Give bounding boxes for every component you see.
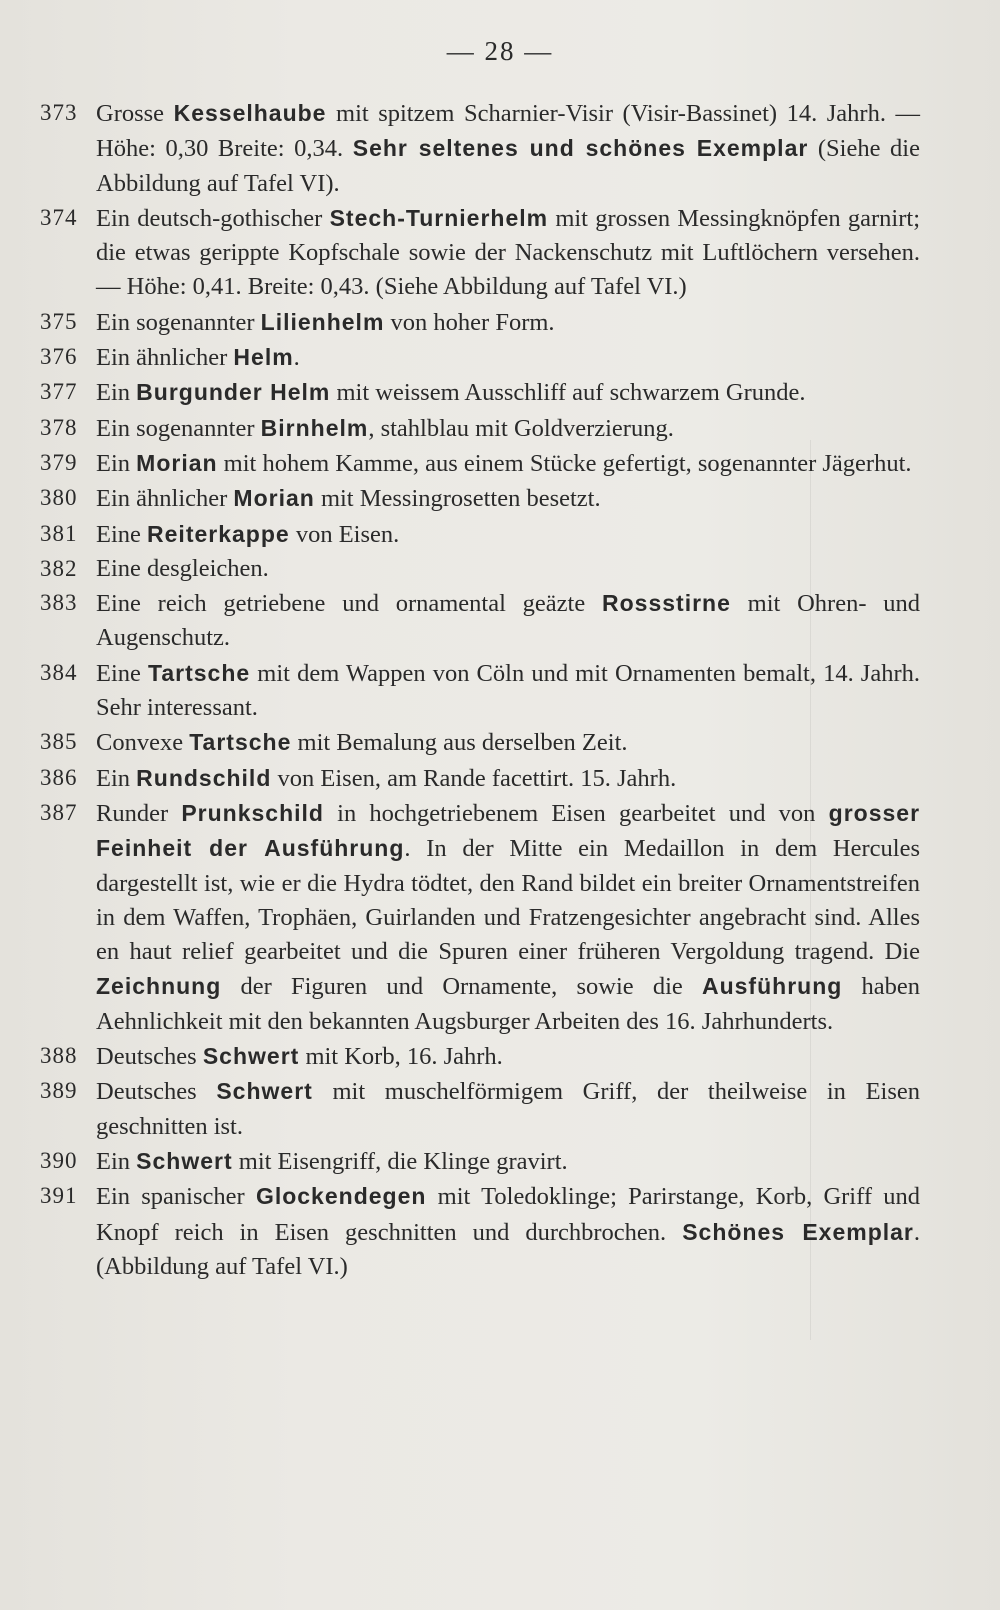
entry-description — [96, 552, 920, 586]
highlighted-term: Morian — [233, 485, 315, 512]
entry-number: 379 — [40, 449, 78, 475]
entry-text: (Siehe die Abbildung auf Tafel VI). — [96, 135, 920, 197]
entry-number: 376 — [40, 344, 78, 370]
catalog-entry — [40, 1179, 920, 1284]
entry-text: mit Bemalung aus derselben Zeit. — [291, 729, 628, 757]
entry-text: Ein sogenannter — [96, 414, 261, 442]
entry-description — [96, 656, 920, 726]
entry-text: mit Korb, 16. Jahrh. — [299, 1043, 503, 1071]
highlighted-term: Sehr seltenes und schönes Exemplar — [352, 135, 809, 162]
catalog-entry — [40, 481, 920, 516]
entry-number: 375 — [40, 308, 78, 334]
catalog-entry — [40, 517, 920, 552]
entry-description — [96, 375, 920, 410]
highlighted-term: Schönes Exemplar — [682, 1218, 914, 1245]
entry-text: in hochgetriebenem Eisen gearbeitet und von — [323, 799, 829, 827]
catalog-entry — [40, 375, 920, 410]
entry-text: von Eisen. — [289, 520, 400, 548]
entry-description — [96, 305, 920, 340]
entry-number: 380 — [40, 485, 78, 511]
entry-text: mit Toledoklinge; Parirstange, Korb, Griff und Knopf reich in Eisen geschnitten und durchbrochen. — [96, 1183, 920, 1246]
catalog-entry — [40, 411, 920, 446]
highlighted-term: Burgunder Helm — [136, 379, 331, 406]
entry-number: 385 — [40, 729, 78, 755]
highlighted-term: Schwert — [202, 1043, 300, 1070]
entry-description — [96, 96, 920, 201]
catalog-entry — [40, 96, 920, 201]
entry-number: 378 — [40, 414, 78, 440]
entry-text: Convexe — [96, 729, 190, 757]
highlighted-term: Stech-Turnierhelm — [329, 204, 549, 231]
highlighted-term: Schwert — [216, 1078, 313, 1105]
entry-text: Deutsches — [96, 1078, 217, 1106]
entry-number: 389 — [40, 1078, 78, 1104]
catalog-entry — [40, 446, 920, 481]
catalog-entry — [40, 796, 920, 1039]
highlighted-term: Helm — [233, 344, 294, 371]
entry-description — [96, 1144, 920, 1179]
entry-description — [96, 201, 920, 305]
catalog-entry — [40, 1144, 920, 1179]
entry-text: mit muschelförmigem Griff, der theilweise in Eisen geschnitten ist. — [96, 1078, 920, 1140]
entry-text: mit weissem Ausschliff auf schwarzem Grunde. — [330, 379, 806, 407]
highlighted-term: Schwert — [136, 1147, 233, 1174]
entry-text: mit spitzem Scharnier-Visir (Visir-Bassinet) 14. Jahrh. — Höhe: 0,30 Breite: 0,34. — [96, 100, 920, 163]
entry-text: mit grossen Messingknöpfen garnirt; die etwas gerippte Kopfschale sowie der Nackenschutz mit Luftlöchern versehen. — Höhe: 0,41. Breite: 0,43. (Siehe Abbildung auf Tafel VI.) — [96, 204, 921, 301]
entry-number: 373 — [40, 100, 78, 125]
entry-number: 374 — [40, 204, 78, 230]
highlighted-term: Rossstirne — [602, 590, 731, 617]
catalog-entry-list — [40, 96, 920, 1284]
catalog-entry — [40, 725, 920, 760]
entry-description — [96, 586, 920, 656]
highlighted-term: Prunkschild — [181, 799, 324, 826]
entry-number: 382 — [40, 555, 78, 581]
entry-description — [96, 761, 920, 796]
catalog-entry — [40, 761, 920, 796]
entry-text: mit Messingrosetten besetzt. — [314, 485, 601, 513]
entry-text: Ein ähnlicher — [96, 485, 234, 513]
entry-number: 390 — [40, 1147, 78, 1173]
entry-text: , stahlblau mit Goldverzierung. — [368, 414, 674, 442]
entry-text: . — [293, 344, 300, 372]
entry-text: Ein sogenannter — [96, 308, 261, 336]
highlighted-term: grosser Feinheit der Ausführung — [96, 799, 921, 862]
entry-text: Ein ähnlicher — [96, 344, 234, 372]
entry-text: Eine — [96, 659, 149, 687]
entry-text: Eine reich getriebene und ornamental geäzte — [96, 590, 603, 618]
entry-text: Runder — [96, 799, 182, 827]
highlighted-term: Birnhelm — [260, 414, 369, 441]
catalog-entry — [40, 305, 920, 340]
highlighted-term: Rundschild — [136, 764, 272, 791]
catalog-entry — [40, 552, 920, 586]
highlighted-term: Tartsche — [189, 729, 292, 756]
entry-description — [96, 1074, 920, 1144]
entry-text: mit dem Wappen von Cöln und mit Ornamenten bemalt, 14. Jahrh. Sehr interessant. — [96, 659, 920, 722]
entry-number: 384 — [40, 659, 78, 685]
entry-text: Eine — [96, 520, 148, 548]
entry-description — [96, 796, 920, 1039]
highlighted-term: Glockendegen — [255, 1183, 427, 1210]
entry-text: Eine desgleichen. — [96, 554, 269, 582]
entry-text: Deutsches — [96, 1043, 203, 1071]
catalog-entry — [40, 586, 920, 656]
entry-description — [96, 446, 920, 481]
entry-text: Ein spanischer — [96, 1183, 256, 1211]
entry-text: . (Abbildung auf Tafel VI.) — [96, 1218, 920, 1280]
entry-text: Ein — [96, 379, 137, 407]
entry-text: Ein — [96, 449, 137, 477]
page-number: — 28 — — [446, 36, 554, 66]
entry-text: . In der Mitte ein Medaillon in dem Hercules dargestellt ist, wie er die Hydra tödtet, den Rand bildet ein breiter Ornamentstreifen in dem Waffen, Trophäen, Guirlanden und Fratzengesichter angebracht sind. Alles en haut relief gearbeitet und die Spuren einer früheren Vergoldung tragend. Die — [96, 835, 920, 966]
entry-text: mit hohem Kamme, aus einem Stücke gefertigt, sogenannter Jägerhut. — [217, 449, 912, 477]
entry-number: 391 — [40, 1183, 78, 1209]
entry-number: 383 — [40, 590, 78, 616]
catalog-entry — [40, 201, 920, 305]
highlighted-term: Reiterkappe — [147, 520, 290, 547]
highlighted-term: Tartsche — [148, 659, 251, 686]
entry-description — [96, 1039, 920, 1074]
entry-text: Ein — [96, 764, 137, 792]
entry-number: 386 — [40, 764, 78, 790]
catalog-entry — [40, 340, 920, 375]
entry-text: Grosse — [96, 100, 174, 127]
entry-description — [96, 725, 920, 760]
entry-text: Ein deutsch-gothischer — [96, 204, 330, 232]
catalog-entry — [40, 656, 920, 726]
entry-text: von Eisen, am Rande facettirt. 15. Jahrh. — [271, 764, 677, 792]
entry-text: von hoher Form. — [384, 308, 555, 336]
entry-description — [96, 517, 920, 552]
entry-description — [96, 411, 920, 446]
entry-description — [96, 481, 920, 516]
entry-text: der Figuren und Ornamente, sowie die — [221, 973, 702, 1001]
entry-text: haben Aehnlichkeit mit den bekannten Augsburger Arbeiten des 16. Jahrhunderts. — [96, 973, 920, 1035]
entry-number: 388 — [40, 1043, 78, 1069]
highlighted-term: Ausführung — [701, 973, 843, 1000]
highlighted-term: Lilienhelm — [260, 308, 385, 335]
entry-description — [96, 340, 920, 375]
highlighted-term: Kesselhaube — [173, 100, 327, 126]
catalog-entry — [40, 1039, 920, 1074]
entry-number: 387 — [40, 799, 78, 825]
highlighted-term: Zeichnung — [96, 973, 222, 1000]
entry-number: 381 — [40, 520, 78, 546]
entry-text: Ein — [96, 1147, 137, 1175]
entry-number: 377 — [40, 379, 78, 405]
highlighted-term: Morian — [136, 449, 218, 476]
entry-text: mit Eisengriff, die Klinge gravirt. — [232, 1147, 568, 1175]
entry-text: mit Ohren- und Augenschutz. — [96, 590, 921, 652]
entry-description — [96, 1179, 920, 1284]
catalog-entry — [40, 1074, 920, 1144]
